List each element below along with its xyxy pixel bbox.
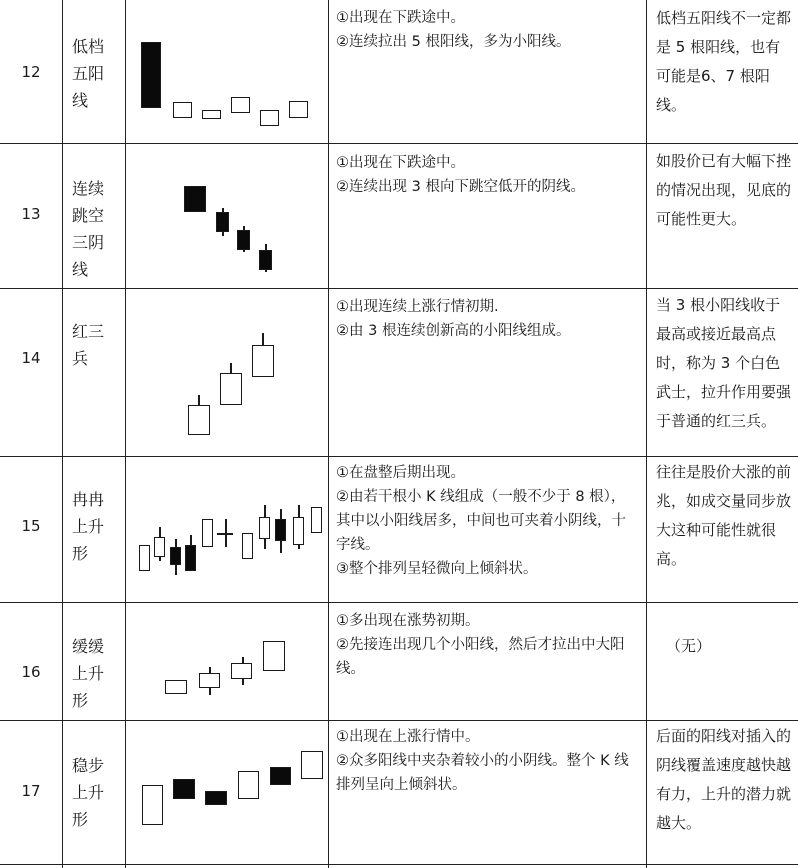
bull-candle bbox=[238, 771, 259, 799]
bull-candle bbox=[252, 345, 274, 377]
bear-candle bbox=[259, 250, 272, 270]
bull-candle bbox=[139, 545, 150, 571]
desc-line: ①多出现在涨势初期。 bbox=[336, 613, 480, 629]
row-number: 16 bbox=[21, 663, 41, 681]
row-number: 17 bbox=[21, 782, 41, 800]
bull-candle bbox=[199, 673, 220, 688]
col-divider bbox=[328, 0, 329, 868]
bull-candle bbox=[202, 110, 221, 119]
row-divider bbox=[0, 143, 798, 144]
pattern-note: （无） bbox=[666, 637, 712, 655]
row-number: 13 bbox=[21, 205, 41, 223]
bull-candle bbox=[231, 663, 252, 679]
bear-candle bbox=[216, 212, 229, 232]
kline-diagram-14 bbox=[127, 289, 327, 456]
pattern-description bbox=[336, 725, 636, 797]
bull-candle bbox=[231, 97, 250, 113]
row-divider bbox=[0, 456, 798, 457]
bear-candle bbox=[141, 42, 161, 108]
pattern-name: 低档五阳线 bbox=[72, 37, 105, 110]
row-number: 12 bbox=[21, 63, 41, 81]
desc-line: ①出现在下跌途中。 bbox=[336, 10, 465, 26]
pattern-note: 当 3 根小阳线收于最高或接近最高点时，称为 3 个白色武士，拉升作用要强于普通的红三兵。 bbox=[656, 296, 792, 430]
pattern-note: 后面的阳线对插入的阴线覆盖速度越快越有力，上升的潜力就越大。 bbox=[656, 727, 792, 832]
pattern-name: 红三兵 bbox=[72, 322, 105, 368]
bull-candle bbox=[242, 533, 253, 559]
bear-candle bbox=[170, 547, 181, 565]
bull-candle bbox=[188, 405, 210, 435]
pattern-description bbox=[336, 6, 636, 54]
bull-candle bbox=[293, 517, 304, 545]
bull-candle bbox=[154, 537, 165, 557]
desc-line: ②由 3 根连续创新高的小阳线组成。 bbox=[336, 323, 571, 339]
doji-cross bbox=[217, 533, 233, 535]
bull-candle bbox=[260, 110, 279, 126]
row-divider bbox=[0, 288, 798, 289]
desc-line: ②众多阳线中夹杂着较小的小阴线。整个 K 线排列呈向上倾斜状。 bbox=[336, 753, 629, 793]
pattern-note: 如股价已有大幅下挫的情况出现，见底的可能性更大。 bbox=[656, 152, 792, 228]
row-divider bbox=[0, 720, 798, 721]
kline-diagram-17 bbox=[127, 721, 327, 864]
bull-candle bbox=[220, 373, 242, 405]
pattern-description bbox=[336, 461, 636, 581]
row-number: 14 bbox=[21, 349, 41, 367]
bear-candle bbox=[270, 767, 291, 785]
kline-diagram-12 bbox=[127, 0, 327, 143]
pattern-description bbox=[336, 609, 636, 681]
bear-candle bbox=[275, 519, 286, 541]
desc-line: ②由若干根小 K 线组成（一般不少于 8 根），其中以小阳线居多，中间也可夹着小阴线，十字线。 bbox=[336, 489, 626, 553]
bull-candle bbox=[202, 519, 213, 547]
kline-diagram-16 bbox=[127, 603, 327, 720]
desc-line: ①在盘整后期出现。 bbox=[336, 465, 465, 481]
pattern-name: 稳步上升形 bbox=[72, 756, 105, 829]
bull-candle bbox=[165, 680, 187, 694]
desc-line: ②连续拉出 5 根阳线，多为小阳线。 bbox=[336, 34, 571, 50]
col-divider bbox=[62, 0, 63, 868]
row-divider bbox=[0, 864, 798, 865]
bear-candle bbox=[237, 230, 250, 250]
pattern-note: 往往是股价大涨的前兆，如成交量同步放大这种可能性就很高。 bbox=[656, 463, 792, 568]
bull-candle bbox=[263, 641, 285, 671]
col-divider bbox=[125, 0, 126, 868]
bear-candle bbox=[185, 545, 196, 571]
row-number: 15 bbox=[21, 517, 41, 535]
pattern-note: 低档五阳线不一定都是 5 根阳线，也有可能是6、7 根阳线。 bbox=[656, 9, 792, 114]
pattern-name: 缓缓上升形 bbox=[72, 637, 105, 710]
bear-candle bbox=[173, 779, 195, 799]
bull-candle bbox=[301, 751, 323, 779]
row-divider bbox=[0, 602, 798, 603]
kline-diagram-15 bbox=[127, 457, 327, 602]
desc-line: ③整个排列呈轻微向上倾斜状。 bbox=[336, 561, 538, 577]
desc-line: ①出现连续上涨行情初期. bbox=[336, 299, 499, 315]
desc-line: ②先接连出现几个小阳线，然后才拉出中大阳线。 bbox=[336, 637, 625, 677]
bull-candle bbox=[311, 507, 322, 533]
pattern-name: 连续跳空三阴线 bbox=[72, 179, 105, 279]
bear-candle bbox=[184, 186, 206, 212]
desc-line: ①出现在上涨行情中。 bbox=[336, 729, 480, 745]
kline-diagram-13 bbox=[127, 144, 327, 288]
bull-candle bbox=[173, 102, 192, 118]
pattern-description bbox=[336, 151, 636, 199]
bull-candle bbox=[289, 101, 308, 118]
desc-line: ②连续出现 3 根向下跳空低开的阴线。 bbox=[336, 179, 585, 195]
bull-candle bbox=[259, 517, 270, 539]
pattern-name: 冉冉上升形 bbox=[72, 490, 105, 563]
pattern-description bbox=[336, 295, 636, 343]
bull-candle bbox=[142, 785, 163, 825]
bear-candle bbox=[205, 791, 227, 805]
desc-line: ①出现在下跌途中。 bbox=[336, 155, 465, 171]
col-divider bbox=[646, 0, 647, 868]
